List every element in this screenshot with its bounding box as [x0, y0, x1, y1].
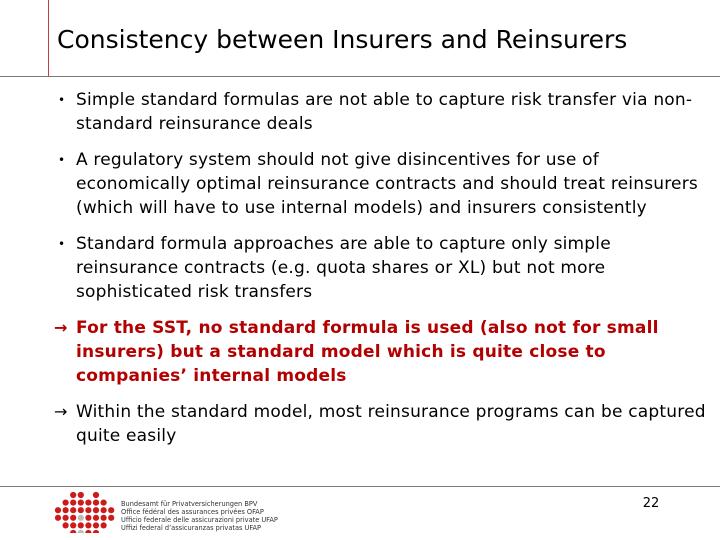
logo-dot [85, 507, 91, 513]
swiss-federal-logo [54, 491, 118, 533]
logo-dot [108, 507, 114, 513]
logo-dot [70, 500, 76, 506]
logo-dot [93, 492, 99, 498]
arrow-text: Within the standard model, most reinsurance programs can be captured quite easily [76, 402, 706, 446]
logo-dot [93, 515, 99, 521]
org-line-fr: Office fédéral des assurances privées OFAP [121, 508, 264, 516]
organization-name [121, 500, 278, 532]
logo-dot [70, 530, 76, 533]
logo-dot [85, 522, 91, 528]
arrow-item-sst [56, 316, 708, 388]
bullet-item-1 [56, 88, 708, 136]
org-line-rm: Uffizi federal d’assicuranzas privatas UFAP [121, 524, 262, 532]
logo-dot [93, 522, 99, 528]
logo-dot [63, 515, 69, 521]
arrow-item-standard-model [56, 400, 708, 448]
slide-title: Consistency between Insurers and Reinsurers [57, 25, 628, 54]
bullet-item-3 [56, 232, 708, 304]
logo-dot [63, 500, 69, 506]
bullet-list [56, 88, 708, 460]
bullet-icon: • [58, 153, 66, 167]
logo-dot [85, 530, 91, 533]
logo-dot [93, 500, 99, 506]
logo-dot [55, 515, 61, 521]
bullet-item-2 [56, 148, 708, 220]
bullet-icon: • [58, 237, 66, 251]
org-line-de: Bundesamt für Privatversicherungen BPV [121, 500, 258, 508]
logo-dot [93, 507, 99, 513]
logo-dot [70, 507, 76, 513]
arrow-right-icon: → [54, 402, 68, 421]
logo-dot [55, 507, 61, 513]
logo-dot [78, 507, 84, 513]
logo-dot [108, 515, 114, 521]
logo-dot [93, 530, 99, 533]
arrow-right-icon: → [54, 318, 68, 337]
logo-dot [101, 507, 107, 513]
logo-dot [101, 515, 107, 521]
logo-dot [70, 515, 76, 521]
logo-dot [101, 522, 107, 528]
arrow-text: For the SST, no standard formula is used (also not for small insurers) but a standard model which is quite close to companies’ internal models [76, 318, 659, 386]
page-number: 22 [642, 496, 660, 511]
title-divider-horizontal [0, 76, 720, 77]
logo-dot [78, 515, 84, 521]
logo-dot [78, 492, 84, 498]
logo-dot [85, 515, 91, 521]
bullet-text: Standard formula approaches are able to capture only simple reinsurance contracts (e.g. quota shares or XL) but not more sophisticated risk transfers [76, 234, 611, 302]
logo-dot [78, 522, 84, 528]
bullet-icon: • [58, 93, 66, 107]
org-line-it: Ufficio federale delle assicurazioni private UFAP [121, 516, 278, 524]
bullet-text: Simple standard formulas are not able to capture risk transfer via non-standard reinsurance deals [76, 90, 693, 134]
logo-dot [70, 522, 76, 528]
footer-divider [0, 486, 720, 487]
logo-dot [70, 492, 76, 498]
logo-dot [101, 500, 107, 506]
logo-dot [78, 530, 84, 533]
bullet-text: A regulatory system should not give disincentives for use of economically optimal reinsurance contracts and should treat reinsurers (which will have to use internal models) and insurers consistently [76, 150, 698, 218]
logo-dot [85, 500, 91, 506]
title-divider-vertical [48, 0, 49, 76]
logo-dot [78, 500, 84, 506]
logo-dot [63, 507, 69, 513]
logo-dot [63, 522, 69, 528]
